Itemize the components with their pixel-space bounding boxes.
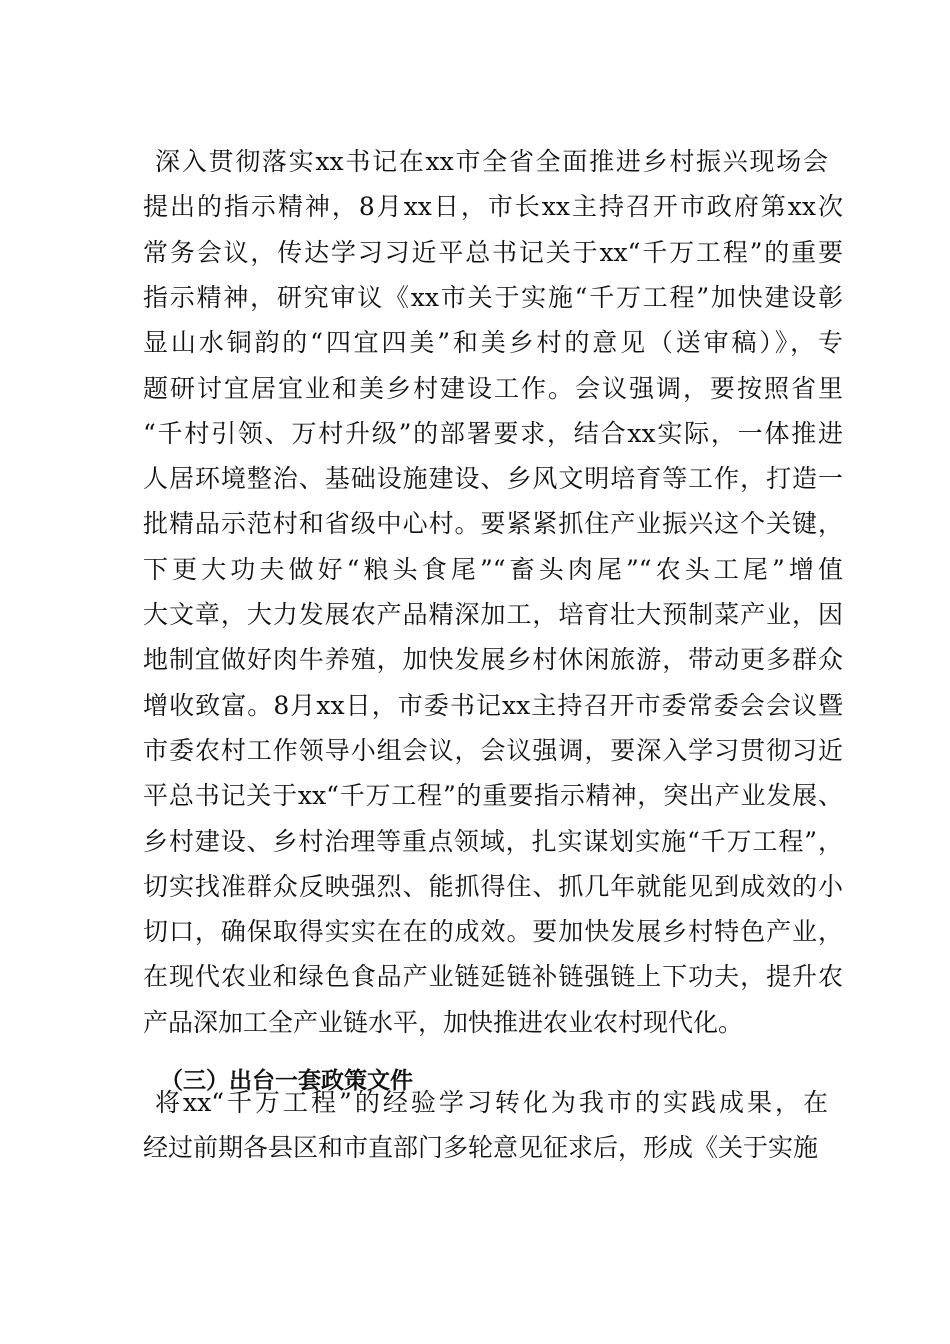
text-line: 批精品示范村和省级中心村。要紧紧抓住产业振兴这个关键， bbox=[143, 509, 843, 539]
text-line: 将xx“千万工程”的经验学习转化为我市的实践成果，在 bbox=[155, 1088, 828, 1117]
text-line: 大文章，大力发展农产品精深加工，培育壮大预制菜产业，因 bbox=[143, 600, 843, 629]
text-line: 显山水铜韵的“四宜四美”和美乡村的意见（送审稿）》，专 bbox=[143, 328, 843, 358]
text-line: 切口，确保取得实实在在的成效。要加快发展乡村特色产业， bbox=[143, 917, 843, 947]
text-line: 题研讨宜居宜业和美乡村建设工作。会议强调，要按照省里 bbox=[143, 373, 843, 403]
text-line: 深入贯彻落实xx书记在xx市全省全面推进乡村振兴现场会 bbox=[155, 147, 828, 176]
text-line: 经过前期各县区和市直部门多轮意见征求后，形成《关于实施 bbox=[143, 1133, 819, 1163]
text-line: 增收致富。8月xx日，市委书记xx主持召开市委常委会会议暨 bbox=[143, 690, 843, 720]
text-line: 地制宜做好肉牛养殖，加快发展乡村休闲旅游，带动更多群众 bbox=[143, 645, 843, 675]
text-line: 常务会议，传达学习习近平总书记关于xx“千万工程”的重要 bbox=[143, 237, 843, 267]
text-line: 平总书记关于xx“千万工程”的重要指示精神，突出产业发展、 bbox=[143, 781, 843, 811]
text-line: 人居环境整治、基础设施建设、乡风文明培育等工作，打造一 bbox=[143, 464, 843, 494]
section-heading: （三）出台一套政策文件 bbox=[160, 1068, 413, 1094]
text-line: 提出的指示精神，8月xx日，市长xx主持召开市政府第xx次 bbox=[143, 192, 843, 222]
text-line: 市委农村工作领导小组会议，会议强调，要深入学习贯彻习近 bbox=[143, 735, 843, 765]
text-line: 指示精神，研究审议《xx市关于实施“千万工程”加快建设彰 bbox=[143, 282, 843, 312]
text-line: 乡村建设、乡村治理等重点领域，扎实谋划实施“千万工程”， bbox=[143, 826, 843, 856]
text-line: 下更大功夫做好“粮头食尾”“畜头肉尾”“农头工尾”增值 bbox=[143, 554, 843, 584]
text-line: 产品深加工全产业链水平，加快推进农业农村现代化。 bbox=[143, 1007, 744, 1037]
text-line: 在现代农业和绿色食品产业链延链补链强链上下功夫，提升农 bbox=[143, 962, 843, 992]
text-line: “千村引领、万村升级”的部署要求，结合xx实际，一体推进 bbox=[143, 418, 843, 448]
text-line: 切实找准群众反映强烈、能抓得住、抓几年就能见到成效的小 bbox=[143, 871, 843, 901]
